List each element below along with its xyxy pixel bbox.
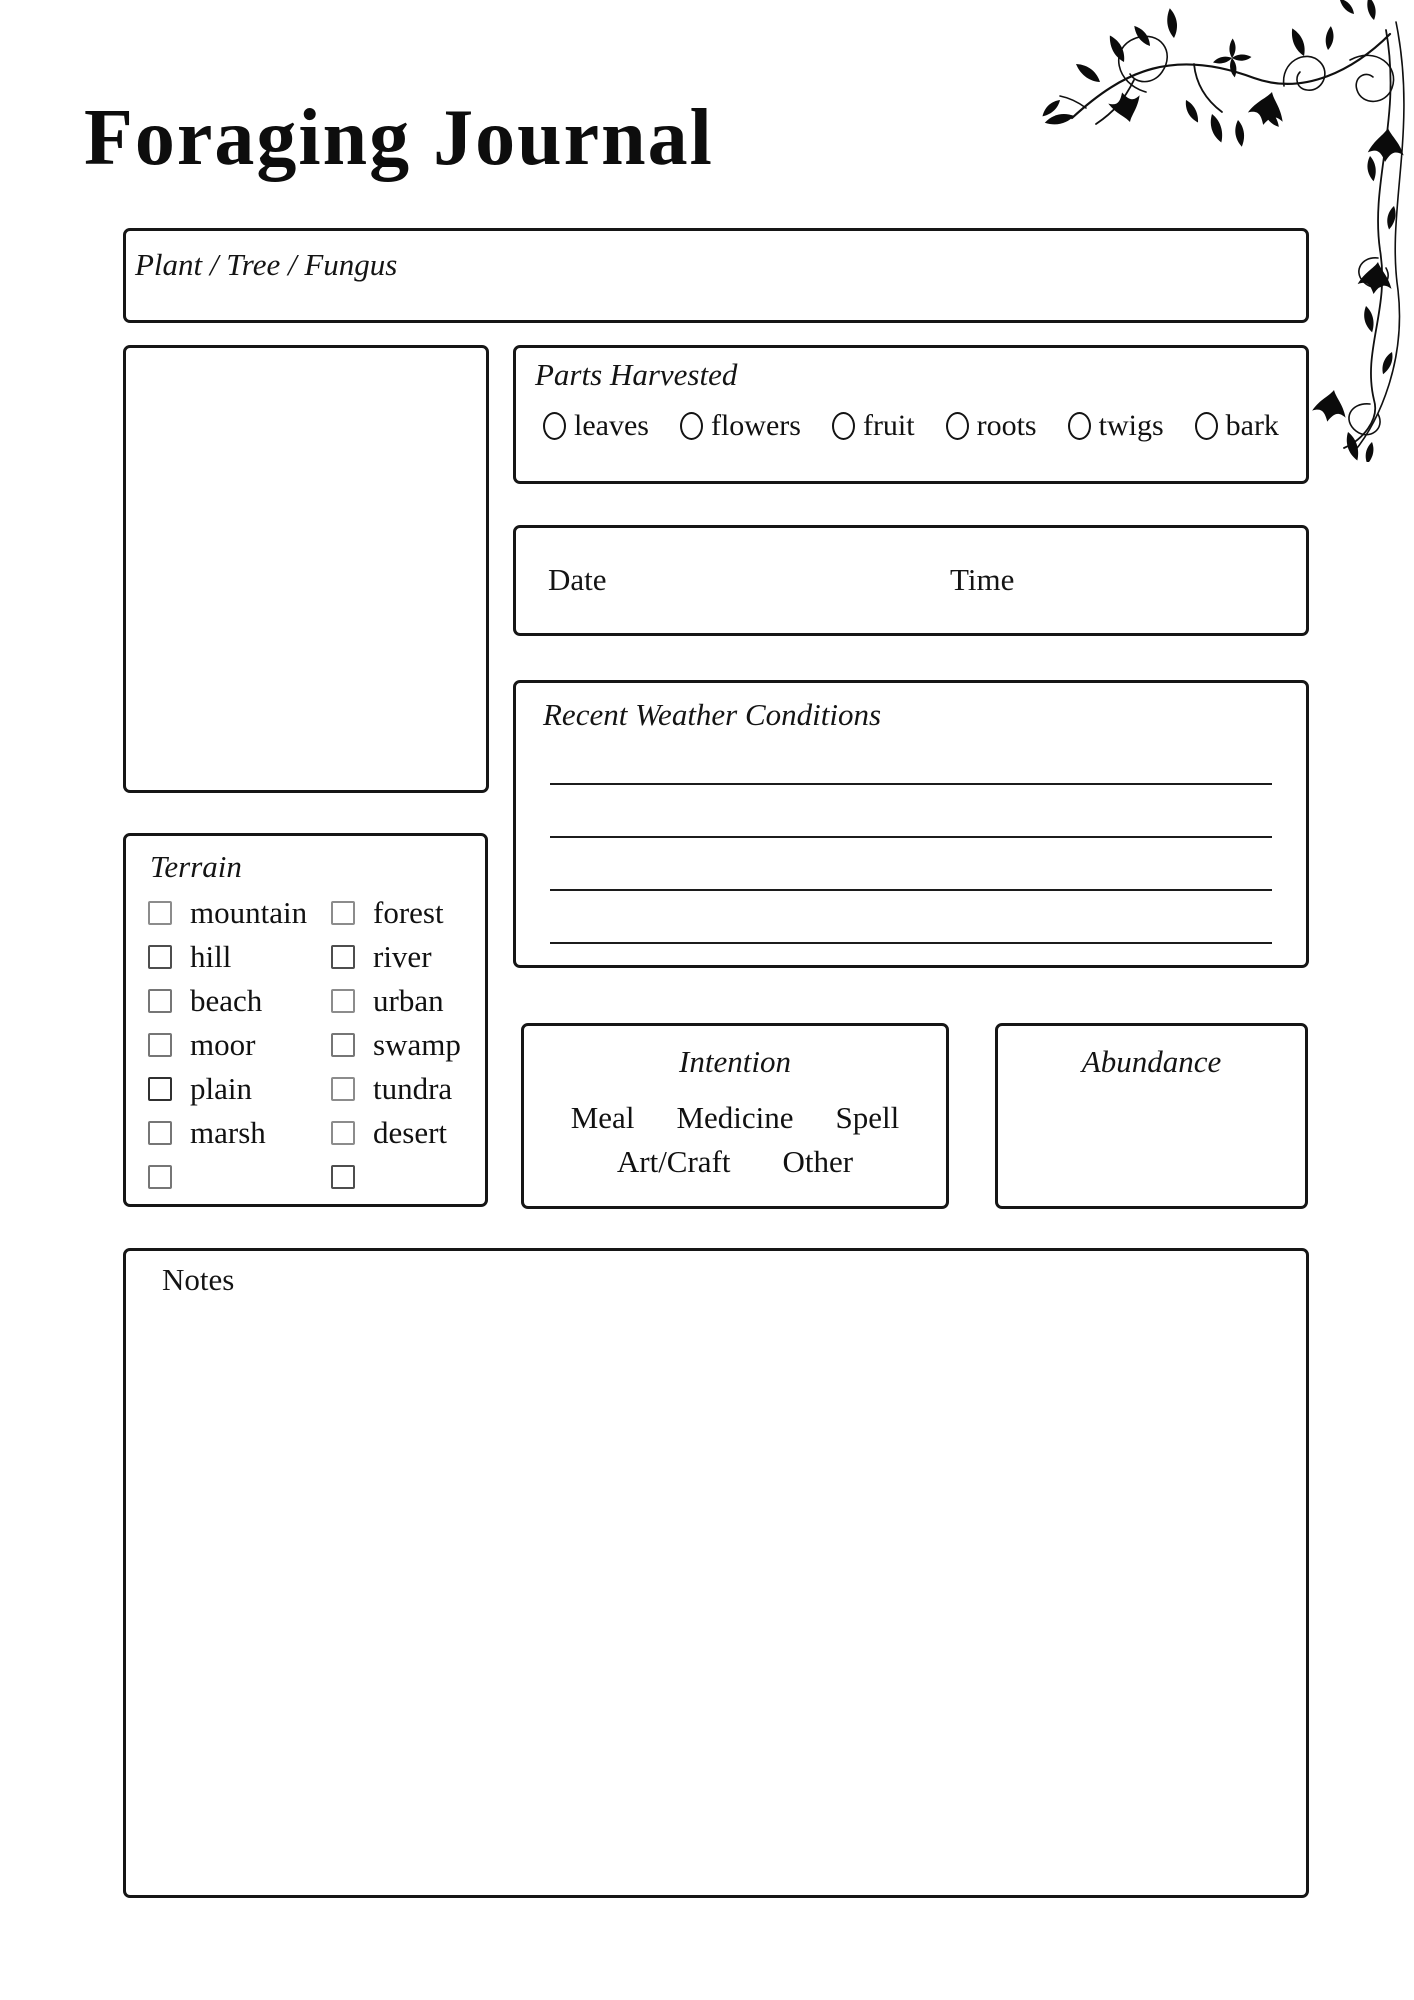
- terrain-row: [148, 983, 307, 1019]
- weather-title: Recent Weather Conditions: [543, 697, 882, 732]
- terrain-checkbox[interactable]: [331, 945, 355, 969]
- intention-option-other[interactable]: Other: [782, 1144, 854, 1179]
- terrain-row: [148, 1027, 307, 1063]
- date-time-field[interactable]: [513, 525, 1309, 636]
- plant-name-field[interactable]: [123, 228, 1309, 323]
- parts-harvested-title: Parts Harvested: [535, 357, 738, 392]
- terrain-row: [331, 1027, 461, 1063]
- terrain-checkbox[interactable]: [148, 1033, 172, 1057]
- terrain-checkbox[interactable]: [331, 901, 355, 925]
- terrain-row: [331, 895, 461, 931]
- plant-field-label: Plant / Tree / Fungus: [135, 247, 398, 282]
- radio-option-label: twigs: [1098, 409, 1164, 442]
- terrain-checkbox[interactable]: [331, 1165, 355, 1189]
- writing-line[interactable]: [550, 783, 1272, 785]
- terrain-option-label: hill: [190, 939, 232, 974]
- parts-harvested-options: [543, 409, 1306, 443]
- terrain-checkbox[interactable]: [331, 989, 355, 1013]
- terrain-row: [331, 1071, 461, 1107]
- radio-option-flowers[interactable]: [680, 409, 801, 443]
- terrain-column-1: [148, 895, 307, 1195]
- terrain-checkbox[interactable]: [148, 945, 172, 969]
- radio-option-label: fruit: [862, 409, 915, 442]
- radio-option-label: flowers: [710, 409, 801, 442]
- radio-circle-icon[interactable]: [946, 412, 969, 440]
- page-title: Foraging Journal: [84, 94, 714, 182]
- terrain-row: [331, 1159, 461, 1195]
- terrain-column-2: [331, 895, 461, 1195]
- notes-field[interactable]: [123, 1248, 1309, 1898]
- intention-option-spell[interactable]: Spell: [835, 1100, 900, 1135]
- specimen-sketch-box[interactable]: [123, 345, 489, 793]
- terrain-checkbox[interactable]: [148, 901, 172, 925]
- terrain-row: [148, 1159, 307, 1195]
- radio-option-label: bark: [1225, 409, 1279, 442]
- abundance-field[interactable]: [995, 1023, 1308, 1209]
- intention-title: Intention: [679, 1044, 791, 1079]
- terrain-row: [331, 983, 461, 1019]
- radio-option-label: leaves: [574, 409, 649, 442]
- writing-line[interactable]: [550, 942, 1272, 944]
- terrain-checkbox[interactable]: [331, 1033, 355, 1057]
- terrain-option-label: swamp: [373, 1027, 461, 1062]
- terrain-row: [148, 939, 307, 975]
- intention-option-meal[interactable]: Meal: [570, 1100, 635, 1135]
- radio-option-bark[interactable]: [1195, 409, 1279, 443]
- terrain-row: [331, 1115, 461, 1151]
- terrain-option-label: mountain: [190, 895, 308, 930]
- terrain-row: [148, 895, 307, 931]
- terrain-option-label: beach: [190, 983, 263, 1018]
- terrain-option-label: plain: [190, 1071, 252, 1106]
- terrain-title: Terrain: [150, 849, 242, 884]
- terrain-option-label: moor: [190, 1027, 256, 1062]
- terrain-option-label: urban: [373, 983, 444, 1018]
- terrain-checkbox[interactable]: [148, 1165, 172, 1189]
- terrain-row: [148, 1071, 307, 1107]
- radio-option-fruit[interactable]: [832, 409, 915, 443]
- radio-option-leaves[interactable]: [543, 409, 649, 443]
- terrain-option-label: desert: [373, 1115, 448, 1150]
- terrain-row: [331, 939, 461, 975]
- intention-option-artcraft[interactable]: Art/Craft: [616, 1144, 731, 1179]
- terrain-option-label: river: [373, 939, 432, 974]
- intention-options-row: [524, 1100, 946, 1136]
- terrain-checkbox[interactable]: [148, 1121, 172, 1145]
- abundance-title: Abundance: [1081, 1044, 1222, 1079]
- intention-section: [521, 1023, 949, 1209]
- radio-circle-icon[interactable]: [680, 412, 703, 440]
- radio-option-roots[interactable]: [946, 409, 1037, 443]
- notes-label: Notes: [162, 1262, 235, 1297]
- terrain-option-label: tundra: [373, 1071, 453, 1106]
- writing-line[interactable]: [550, 889, 1272, 891]
- radio-circle-icon[interactable]: [1068, 412, 1091, 440]
- terrain-checkbox[interactable]: [331, 1077, 355, 1101]
- radio-circle-icon[interactable]: [543, 412, 566, 440]
- radio-circle-icon[interactable]: [1195, 412, 1218, 440]
- writing-line[interactable]: [550, 836, 1272, 838]
- parts-harvested-section: [513, 345, 1309, 484]
- time-label: Time: [950, 562, 1015, 597]
- date-label: Date: [548, 562, 607, 597]
- weather-conditions-section: [513, 680, 1309, 968]
- intention-option-medicine[interactable]: Medicine: [676, 1100, 794, 1135]
- radio-option-twigs[interactable]: [1068, 409, 1164, 443]
- intention-options-row: [524, 1144, 946, 1180]
- terrain-row: [148, 1115, 307, 1151]
- terrain-option-label: marsh: [190, 1115, 266, 1150]
- terrain-checkbox[interactable]: [331, 1121, 355, 1145]
- radio-option-label: roots: [976, 409, 1037, 442]
- terrain-checkbox[interactable]: [148, 1077, 172, 1101]
- radio-circle-icon[interactable]: [832, 412, 855, 440]
- terrain-section: [123, 833, 488, 1207]
- terrain-option-label: forest: [373, 895, 444, 930]
- terrain-checkbox[interactable]: [148, 989, 172, 1013]
